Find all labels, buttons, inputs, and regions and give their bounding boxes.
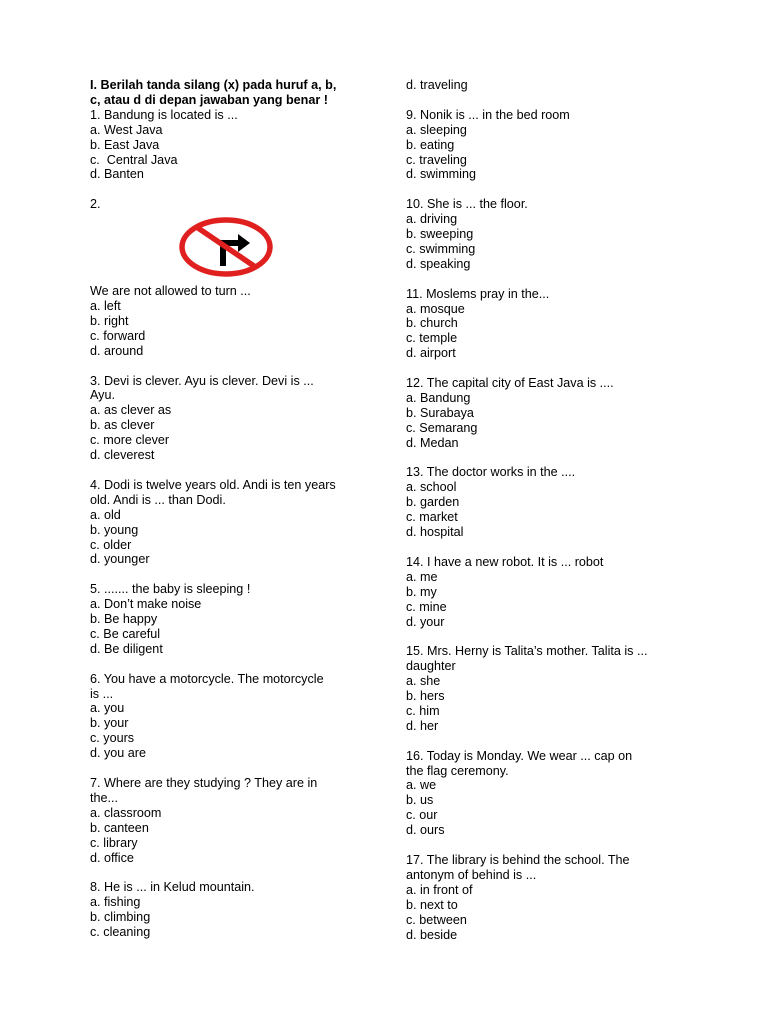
answer-option: b. next to [406,897,458,912]
answer-option: c. cleaning [90,925,151,940]
answer-option: b. us [406,793,434,808]
question-text: 3. Devi is clever. Ayu is clever. Devi is ... [90,373,314,388]
answer-option: c. him [406,703,440,718]
answer-option: c. swimming [406,241,476,256]
answer-option: d. speaking [406,256,471,271]
question-item [90,880,370,940]
answer-option: a. left [90,299,121,314]
answer-option: a. as clever as [90,403,172,418]
answer-option: a. West Java [90,122,163,137]
question-item [406,376,696,451]
question-item [90,672,370,761]
answer-option: c. our [406,808,438,823]
question-item [90,582,370,657]
question-text: 15. Mrs. Herny is Talita’s mother. Talita is ... [406,644,648,659]
answer-option: a. we [406,778,437,793]
question-text: 9. Nonik is ... in the bed room [406,107,570,122]
answer-option: d. hospital [406,525,464,540]
answer-option: d. your [406,614,445,629]
answer-option: d. ours [406,823,445,838]
answer-option: a. driving [406,212,458,227]
traffic-sign [90,212,370,272]
answer-option: b. East Java [90,137,160,152]
question-text: We are not allowed to turn ... [90,284,251,299]
question-text: 7. Where are they studying ? They are in [90,775,318,790]
answer-option: b. church [406,316,458,331]
answer-option: c. more clever [90,433,170,448]
answer-option: c. forward [90,328,146,343]
question-item [90,478,370,567]
question-text: 13. The doctor works in the .... [406,465,576,480]
question-item [406,749,696,838]
right-column [406,78,696,957]
answer-option: d. Medan [406,435,459,450]
answer-option: c. between [406,912,467,927]
answer-option: a. Don’t make noise [90,597,202,612]
answer-option: d. Be diligent [90,641,163,656]
question-text: the flag ceremony. [406,763,509,778]
question-item [406,78,696,93]
answer-option: a. sleeping [406,122,467,137]
instruction-heading [90,78,370,108]
answer-option: d. you are [90,746,147,761]
question-text: 16. Today is Monday. We wear ... cap on [406,748,633,763]
question-text: the... [90,790,119,805]
answer-option: b. sweeping [406,227,474,242]
instruction-line: I. Berilah tanda silang (x) pada huruf a, b, [90,78,337,92]
answer-option: a. you [90,701,125,716]
answer-option: b. Be happy [90,612,158,627]
answer-option: d. younger [90,552,150,567]
answer-option: d. beside [406,927,458,942]
question-item [90,776,370,865]
answer-option: d. traveling [406,78,468,92]
answer-option: b. climbing [90,910,151,925]
answer-option: d. office [90,850,134,865]
question-item [90,108,370,183]
answer-option: c. library [90,835,138,850]
answer-option: b. my [406,584,437,599]
answer-option: a. Bandung [406,390,471,405]
answer-option: b. right [90,313,129,328]
left-column [90,78,370,955]
question-item [406,287,696,362]
answer-option: b. as clever [90,418,155,433]
answer-option: a. me [406,569,438,584]
question-text: old. Andi is ... than Dodi. [90,492,226,507]
answer-option: b. hers [406,689,445,704]
answer-option: c. temple [406,331,458,346]
answer-option: a. fishing [90,895,141,910]
question-text: 12. The capital city of East Java is .... [406,376,614,391]
question-item [406,465,696,540]
question-text: is ... [90,686,114,701]
question-item [406,197,696,272]
answer-option: d. Banten [90,167,144,182]
question-text: 17. The library is behind the school. The [406,852,630,867]
answer-option: a. in front of [406,882,473,897]
answer-option: b. garden [406,495,460,510]
question-text: 5. ....... the baby is sleeping ! [90,582,251,597]
instruction-line: c, atau d di depan jawaban yang benar ! [90,92,328,107]
answer-option: d. her [406,718,439,733]
answer-option: d. around [90,343,144,358]
answer-option: c. market [406,510,458,525]
answer-option: b. young [90,522,139,537]
question-item [90,197,370,358]
answer-option: a. school [406,480,457,495]
question-item [406,644,696,733]
question-text: daughter [406,659,456,674]
question-item [406,853,696,942]
answer-option: d. cleverest [90,448,155,463]
answer-option: a. she [406,674,441,689]
question-text: 4. Dodi is twelve years old. Andi is ten years [90,477,336,492]
question-item [90,374,370,463]
answer-option: b. your [90,716,129,731]
answer-option: b. canteen [90,820,149,835]
question-text: 1. Bandung is located is ... [90,107,238,122]
question-text: Ayu. [90,388,115,403]
answer-option: d. swimming [406,167,476,182]
no-right-turn-icon [178,216,274,278]
answer-option: c. traveling [406,152,467,167]
answer-option: c. Be careful [90,626,160,641]
question-text: 6. You have a motorcycle. The motorcycle [90,671,324,686]
question-item [406,108,696,183]
answer-option: d. airport [406,346,456,361]
answer-option: a. mosque [406,301,465,316]
question-text: 8. He is ... in Kelud mountain. [90,880,255,895]
question-text: 10. She is ... the floor. [406,197,528,212]
question-text: 14. I have a new robot. It is ... robot [406,554,604,569]
answer-option: b. eating [406,137,455,152]
question-item [406,555,696,630]
answer-option: c. older [90,537,132,552]
answer-option: c. yours [90,731,135,746]
answer-option: c. mine [406,599,447,614]
answer-option: c. Semarang [406,420,478,435]
answer-option: b. Surabaya [406,405,474,420]
answer-option: a. classroom [90,805,162,820]
question-text: antonym of behind is ... [406,867,537,882]
question-text: 11. Moslems pray in the... [406,286,550,301]
answer-option: c. Central Java [90,152,178,167]
question-text: 2. [90,197,101,212]
answer-option: a. old [90,507,121,522]
